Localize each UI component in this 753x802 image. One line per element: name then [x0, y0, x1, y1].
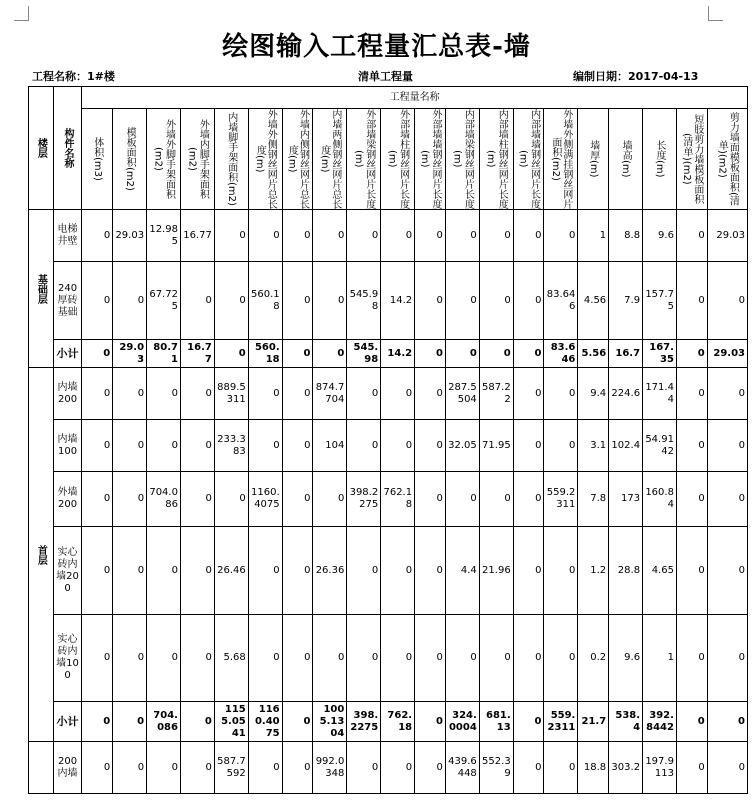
quantity-cell: 0 [381, 527, 415, 615]
quantity-cell: 303.2 [609, 742, 643, 794]
quantity-cell: 0 [147, 368, 181, 420]
quantity-cell: 0 [415, 615, 446, 702]
quantity-cell: 0 [707, 615, 747, 702]
quantity-category: 清单工程量 [358, 70, 413, 83]
quantity-cell: 1 [578, 210, 609, 262]
quantity-cell: 439.6448 [445, 742, 479, 794]
quantity-cell: 0 [248, 210, 282, 262]
quantity-cell: 0 [82, 368, 113, 420]
quantity-cell: 0 [82, 527, 113, 615]
quantity-cell: 0.2 [578, 615, 609, 702]
table-row [29, 615, 748, 702]
quantity-cell: 167.35 [643, 340, 677, 368]
quantity-table [28, 86, 748, 794]
quantity-cell: 233.383 [214, 420, 248, 472]
quantity-cell: 71.95 [479, 420, 513, 472]
quantity-cell: 5.68 [214, 615, 248, 702]
quantity-cell: 0 [479, 472, 513, 527]
quantity-cell: 5.56 [578, 340, 609, 368]
quantity-cell: 0 [82, 420, 113, 472]
quantity-cell: 704.086 [147, 702, 181, 742]
quantity-cell: 0 [707, 368, 747, 420]
quantity-cell: 16.77 [180, 210, 214, 262]
floor-cell: 基础层 [29, 210, 54, 368]
quantity-cell: 0 [313, 472, 347, 527]
column-header: 内部墙柱钢丝网片长度(m) [479, 109, 513, 210]
quantity-cell: 398.2275 [347, 702, 381, 742]
quantity-cell: 889.5311 [214, 368, 248, 420]
component-name: 200内墙 [53, 742, 82, 794]
quantity-cell: 3.1 [578, 420, 609, 472]
quantity-cell: 0 [282, 340, 313, 368]
quantity-cell: 0 [513, 742, 544, 794]
quantity-cell: 0 [82, 262, 113, 340]
column-header: 内墙脚手架面积(m2) [214, 109, 248, 210]
column-header: 外墙内侧钢丝网片总长度(m) [282, 109, 313, 210]
quantity-cell: 0 [479, 210, 513, 262]
quantity-cell: 21.96 [479, 527, 513, 615]
quantity-cell: 0 [113, 615, 147, 702]
quantity-cell: 0 [707, 262, 747, 340]
quantity-cell: 32.05 [445, 420, 479, 472]
quantity-cell: 0 [707, 742, 747, 794]
quantity-cell: 0 [82, 615, 113, 702]
quantity-group-header: 工程量名称 [82, 87, 748, 109]
quantity-cell: 0 [544, 527, 578, 615]
quantity-cell: 0 [415, 527, 446, 615]
column-header: 外墙内脚手架面积(m2) [180, 109, 214, 210]
quantity-cell: 559.2311 [544, 702, 578, 742]
quantity-cell: 0 [282, 368, 313, 420]
quantity-cell: 704.086 [147, 472, 181, 527]
table-row [29, 527, 748, 615]
quantity-cell: 0 [180, 420, 214, 472]
quantity-cell: 0 [248, 368, 282, 420]
quantity-cell: 0 [214, 210, 248, 262]
quantity-cell: 0 [313, 210, 347, 262]
quantity-cell: 0 [82, 472, 113, 527]
quantity-cell: 0 [544, 615, 578, 702]
quantity-cell: 287.5504 [445, 368, 479, 420]
quantity-cell: 1005.1304 [313, 702, 347, 742]
quantity-cell: 0 [113, 262, 147, 340]
quantity-cell: 0 [707, 527, 747, 615]
quantity-cell: 538.4 [609, 702, 643, 742]
table-row [29, 368, 748, 420]
quantity-cell: 0 [113, 742, 147, 794]
quantity-cell: 12.985 [147, 210, 181, 262]
quantity-cell: 0 [347, 420, 381, 472]
component-name: 小计 [53, 340, 82, 368]
quantity-cell: 14.2 [381, 262, 415, 340]
quantity-cell: 80.71 [147, 340, 181, 368]
quantity-cell: 0 [415, 262, 446, 340]
quantity-cell: 0 [347, 368, 381, 420]
quantity-cell: 0 [313, 340, 347, 368]
quantity-cell: 0 [248, 742, 282, 794]
quantity-cell: 0 [180, 527, 214, 615]
quantity-cell: 0 [214, 472, 248, 527]
quantity-cell: 0 [676, 615, 707, 702]
quantity-cell: 0 [445, 210, 479, 262]
quantity-cell: 560.18 [248, 262, 282, 340]
quantity-cell: 0 [676, 210, 707, 262]
quantity-cell: 7.8 [578, 472, 609, 527]
column-header: 内墙两侧钢丝网片总长度(m) [313, 109, 347, 210]
quantity-cell: 0 [113, 420, 147, 472]
quantity-cell: 0 [415, 210, 446, 262]
column-header: 短肢剪力墙模板面积(清单)(m2) [676, 109, 707, 210]
quantity-cell: 0 [676, 420, 707, 472]
quantity-cell: 324.0004 [445, 702, 479, 742]
quantity-cell: 0 [381, 368, 415, 420]
quantity-cell: 157.75 [643, 262, 677, 340]
column-header: 墙厚(m) [578, 109, 609, 210]
quantity-cell: 0 [381, 420, 415, 472]
table-row [29, 262, 748, 340]
quantity-cell: 587.7592 [214, 742, 248, 794]
quantity-cell: 0 [513, 262, 544, 340]
subtotal-row [29, 340, 748, 368]
component-name: 实心砖内墙200 [53, 527, 82, 615]
quantity-cell: 4.65 [643, 527, 677, 615]
quantity-cell: 4.4 [445, 527, 479, 615]
quantity-cell: 0 [147, 742, 181, 794]
quantity-cell: 0 [415, 340, 446, 368]
quantity-cell: 0 [113, 368, 147, 420]
quantity-cell: 160.84 [643, 472, 677, 527]
quantity-cell: 0 [282, 420, 313, 472]
quantity-cell: 587.22 [479, 368, 513, 420]
quantity-cell: 0 [113, 527, 147, 615]
compile-date: 编制日期：2017-04-13 [573, 70, 699, 83]
quantity-cell: 14.2 [381, 340, 415, 368]
table-row [29, 420, 748, 472]
column-header: 墙高(m) [609, 109, 643, 210]
quantity-cell: 0 [707, 472, 747, 527]
quantity-cell: 67.725 [147, 262, 181, 340]
quantity-cell: 28.8 [609, 527, 643, 615]
quantity-cell: 0 [513, 368, 544, 420]
quantity-cell: 559.2311 [544, 472, 578, 527]
quantity-cell: 9.6 [643, 210, 677, 262]
column-header: 外墙外侧钢丝网片总长度(m) [248, 109, 282, 210]
quantity-cell: 0 [282, 472, 313, 527]
quantity-cell: 21.7 [578, 702, 609, 742]
quantity-cell: 398.2275 [347, 472, 381, 527]
quantity-cell: 26.46 [214, 527, 248, 615]
quantity-cell: 0 [415, 420, 446, 472]
quantity-cell: 0 [544, 420, 578, 472]
quantity-cell: 0 [282, 615, 313, 702]
quantity-cell: 9.4 [578, 368, 609, 420]
quantity-cell: 0 [544, 368, 578, 420]
column-header: 外部墙梁钢丝网片长度(m) [347, 109, 381, 210]
table-row [29, 742, 748, 794]
quantity-cell: 16.7 [609, 340, 643, 368]
quantity-cell: 545.98 [347, 262, 381, 340]
quantity-cell: 762.18 [381, 702, 415, 742]
quantity-cell: 54.9142 [643, 420, 677, 472]
quantity-cell: 1155.0541 [214, 702, 248, 742]
quantity-cell: 0 [415, 368, 446, 420]
component-name: 内墙200 [53, 368, 82, 420]
quantity-cell: 0 [82, 742, 113, 794]
quantity-cell: 0 [248, 527, 282, 615]
quantity-cell: 26.36 [313, 527, 347, 615]
quantity-cell: 0 [513, 210, 544, 262]
component-name: 实心砖内墙100 [53, 615, 82, 702]
component-name: 内墙100 [53, 420, 82, 472]
quantity-cell: 29.03 [707, 340, 747, 368]
quantity-cell: 0 [313, 262, 347, 340]
quantity-cell: 7.9 [609, 262, 643, 340]
quantity-cell: 197.9113 [643, 742, 677, 794]
table-row [29, 210, 748, 262]
quantity-cell: 9.6 [609, 615, 643, 702]
quantity-cell: 0 [282, 527, 313, 615]
quantity-cell: 16.77 [180, 340, 214, 368]
quantity-cell: 0 [513, 420, 544, 472]
column-header: 内部墙墙钢丝网片长度(m) [513, 109, 544, 210]
quantity-cell: 992.0348 [313, 742, 347, 794]
quantity-cell: 0 [513, 340, 544, 368]
quantity-cell: 224.6 [609, 368, 643, 420]
quantity-cell: 0 [214, 262, 248, 340]
quantity-cell: 171.44 [643, 368, 677, 420]
quantity-cell: 0 [347, 742, 381, 794]
quantity-cell: 0 [180, 742, 214, 794]
quantity-cell: 102.4 [609, 420, 643, 472]
quantity-cell: 0 [479, 340, 513, 368]
quantity-cell: 0 [676, 527, 707, 615]
page-corner-mark-right [708, 6, 723, 21]
column-header: 外墙外脚手架面积(m2) [147, 109, 181, 210]
quantity-cell: 0 [180, 702, 214, 742]
quantity-cell: 0 [147, 615, 181, 702]
subtotal-row [29, 702, 748, 742]
component-header: 构件名称 [53, 87, 82, 210]
quantity-cell: 0 [445, 615, 479, 702]
quantity-cell: 0 [147, 527, 181, 615]
quantity-cell: 0 [513, 472, 544, 527]
quantity-cell: 104 [313, 420, 347, 472]
quantity-cell: 0 [544, 210, 578, 262]
quantity-cell: 392.8442 [643, 702, 677, 742]
quantity-cell: 18.8 [578, 742, 609, 794]
quantity-cell: 83.646 [544, 262, 578, 340]
quantity-cell: 0 [676, 742, 707, 794]
quantity-cell: 1160.4075 [248, 702, 282, 742]
quantity-cell: 681.13 [479, 702, 513, 742]
quantity-cell: 0 [180, 472, 214, 527]
quantity-cell: 0 [707, 702, 747, 742]
quantity-cell: 0 [347, 615, 381, 702]
quantity-cell: 0 [180, 368, 214, 420]
quantity-cell: 0 [676, 340, 707, 368]
quantity-cell: 0 [676, 262, 707, 340]
quantity-cell: 0 [180, 615, 214, 702]
quantity-cell: 0 [347, 527, 381, 615]
quantity-cell: 0 [313, 615, 347, 702]
quantity-cell: 0 [445, 472, 479, 527]
quantity-cell: 29.03 [113, 210, 147, 262]
column-header: 外墙外侧满挂钢丝网片面积(m2) [544, 109, 578, 210]
quantity-cell: 83.646 [544, 340, 578, 368]
quantity-cell: 1160.4075 [248, 472, 282, 527]
page-corner-mark-left [14, 6, 29, 21]
quantity-cell: 173 [609, 472, 643, 527]
column-header: 长度(m) [643, 109, 677, 210]
quantity-cell: 0 [676, 472, 707, 527]
quantity-cell: 1 [643, 615, 677, 702]
floor-cell: 首层 [29, 368, 54, 742]
column-header: 体积(m3) [82, 109, 113, 210]
quantity-cell: 0 [513, 702, 544, 742]
quantity-cell: 0 [282, 210, 313, 262]
quantity-cell: 0 [180, 262, 214, 340]
component-name: 外墙200 [53, 472, 82, 527]
quantity-cell: 0 [479, 615, 513, 702]
column-header: 模板面积(m2) [113, 109, 147, 210]
quantity-cell: 560.18 [248, 340, 282, 368]
table-row [29, 472, 748, 527]
quantity-cell: 0 [248, 420, 282, 472]
quantity-cell: 0 [82, 702, 113, 742]
quantity-cell: 4.56 [578, 262, 609, 340]
quantity-cell: 552.39 [479, 742, 513, 794]
quantity-cell: 0 [707, 420, 747, 472]
quantity-cell: 0 [113, 472, 147, 527]
quantity-cell: 0 [381, 742, 415, 794]
column-header: 外部墙柱钢丝网片长度(m) [381, 109, 415, 210]
quantity-cell: 0 [513, 615, 544, 702]
quantity-cell: 0 [479, 262, 513, 340]
quantity-cell: 0 [214, 340, 248, 368]
column-header: 剪力墙面模板面积(清单)(m2) [707, 109, 747, 210]
quantity-cell: 0 [347, 210, 381, 262]
quantity-cell: 29.03 [113, 340, 147, 368]
quantity-cell: 1.2 [578, 527, 609, 615]
floor-cell [29, 742, 54, 794]
quantity-cell: 29.03 [707, 210, 747, 262]
project-name: 工程名称：1#楼 [32, 70, 115, 83]
quantity-cell: 0 [248, 615, 282, 702]
component-name: 电梯井壁 [53, 210, 82, 262]
quantity-cell: 0 [282, 742, 313, 794]
quantity-cell: 0 [676, 368, 707, 420]
report-title: 绘图输入工程量汇总表-墙 [222, 32, 531, 62]
component-name: 240厚砖基础 [53, 262, 82, 340]
quantity-cell: 0 [113, 702, 147, 742]
quantity-cell: 0 [544, 742, 578, 794]
column-header: 外部墙墙钢丝网片长度(m) [415, 109, 446, 210]
quantity-cell: 0 [381, 210, 415, 262]
quantity-cell: 0 [415, 702, 446, 742]
component-name: 小计 [53, 702, 82, 742]
quantity-cell: 762.18 [381, 472, 415, 527]
quantity-cell: 0 [381, 615, 415, 702]
quantity-cell: 0 [282, 262, 313, 340]
floor-header: 楼层 [29, 87, 54, 210]
column-header: 内部墙梁钢丝网片长度(m) [445, 109, 479, 210]
quantity-cell: 0 [415, 742, 446, 794]
quantity-cell: 0 [282, 702, 313, 742]
quantity-cell: 8.8 [609, 210, 643, 262]
quantity-cell: 874.7704 [313, 368, 347, 420]
quantity-cell: 0 [147, 420, 181, 472]
quantity-cell: 0 [82, 210, 113, 262]
quantity-cell: 0 [445, 262, 479, 340]
quantity-cell: 0 [445, 340, 479, 368]
quantity-cell: 0 [676, 702, 707, 742]
quantity-cell: 0 [82, 340, 113, 368]
quantity-cell: 0 [415, 472, 446, 527]
quantity-cell: 545.98 [347, 340, 381, 368]
quantity-cell: 0 [513, 527, 544, 615]
